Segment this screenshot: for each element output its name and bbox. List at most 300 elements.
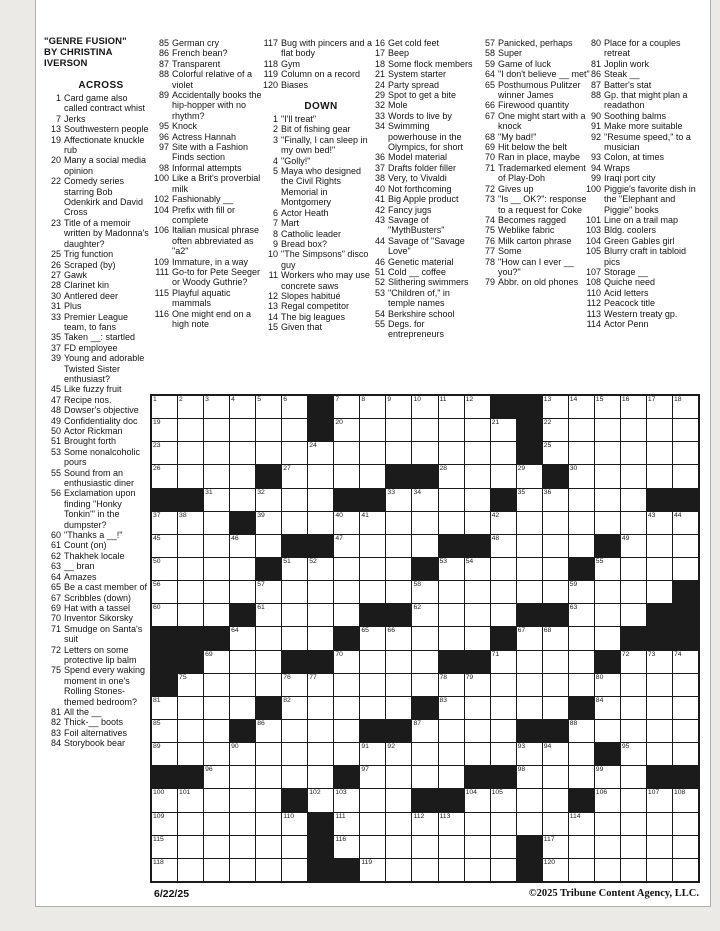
cell-number: 104 [465,789,477,797]
grid-cell [673,396,698,418]
cell-number: 48 [491,534,500,542]
grid-cell [386,789,411,811]
clue [368,152,478,162]
grid-cell [621,581,646,603]
clue-text: Fashionably __ [172,194,234,205]
grid-cell [334,697,359,719]
grid-cell [204,604,229,626]
clue [152,132,264,142]
black-cell [152,489,177,511]
clue-text: Colorful relative of a violet [172,69,253,90]
grid-cell [152,558,177,580]
grid-cell [491,813,516,835]
clue-text: Go-to for Pete Seeger or Woody Guthrie? [172,266,261,288]
black-cell [308,535,333,557]
clue-text: Actor Heath [281,207,329,218]
cell-number: 15 [595,396,604,403]
clue-text: Hat with a tassel [64,602,131,613]
across-header: ACROSS [78,80,124,91]
cell-number: 91 [361,743,369,751]
puzzle-title-line: BY CHRISTINA [44,47,113,58]
grid-cell [230,789,255,811]
clue [44,301,150,311]
grid-cell [647,465,672,487]
clue [261,239,373,249]
grid-cell [647,651,672,673]
grid-cell [230,859,255,881]
clue-number: 87 [158,58,169,69]
grid-cell [386,697,411,719]
grid-cell [595,489,620,511]
clue [152,38,264,48]
grid-cell [465,859,490,881]
clue-number: 59 [484,58,495,69]
clue [584,288,700,298]
black-cell [308,651,333,673]
clue [152,257,264,267]
grid-cell [647,697,672,719]
clue-text: Batter's stat [604,79,652,90]
grid-cell [178,442,203,464]
clue-column-5 [478,38,590,288]
cell-number: 107 [647,789,660,797]
clue [44,270,150,280]
grid-cell [439,558,464,580]
cell-number: 66 [387,627,395,635]
cell-number: 115 [153,835,164,843]
grid-cell [673,859,698,881]
grid-cell [204,489,229,511]
clue [44,436,150,446]
cell-number: 42 [491,511,500,519]
grid-cell [230,836,255,858]
clue [368,309,478,319]
clue [478,100,590,110]
clue-number: 52 [374,277,385,288]
grid-cell [386,396,411,418]
grid-cell [569,604,594,626]
clue-text: "Is __ OK?": response to a request for Coke [498,194,587,215]
grid-cell [412,512,437,534]
clue-text: Sound from an enthusiastic diner [64,467,135,489]
cell-number: 105 [491,789,503,797]
grid-cell [465,813,490,835]
clue [368,59,478,69]
clue [478,194,590,215]
grid-cell [282,859,307,881]
clue-number: 112 [586,298,601,309]
grid-cell [569,627,594,649]
clue-text: "My bad!" [498,131,537,142]
clue-number: 36 [374,152,385,163]
grid-cell [439,581,464,603]
grid-cell [204,651,229,673]
clue-text: Some flock members [388,58,473,69]
grid-cell [360,419,385,441]
grid-cell [621,720,646,742]
cell-number: 111 [335,812,346,820]
grid-cell [673,813,698,835]
clue-text: Soothing balms [604,110,667,121]
clue [44,530,150,540]
clue-text: Fancy jugs [388,204,432,215]
grid-cell [386,674,411,696]
grid-cell [517,535,542,557]
grid-cell [465,836,490,858]
clue-number: 31 [50,301,61,312]
grid-cell [673,836,698,858]
clue [44,468,150,489]
cell-number: 1 [153,396,157,403]
clue [478,246,590,256]
grid-cell [673,465,698,487]
cell-number: 99 [595,766,604,774]
clue-text: Model material [388,152,448,163]
clue-number: 94 [590,162,601,173]
grid-cell [465,604,490,626]
grid-cell [517,813,542,835]
grid-cell [647,442,672,464]
grid-cell [569,581,594,603]
black-cell [308,419,333,441]
clue-text: Young and adorable Twisted Sister enthusiast? [64,353,145,384]
grid-cell [517,743,542,765]
clue [478,48,590,58]
grid-cell [621,442,646,464]
black-cell [517,396,542,418]
grid-cell [386,581,411,603]
clue-text: Ran in place, maybe [498,152,581,163]
grid-cell [386,442,411,464]
clue-number: 79 [484,277,495,288]
clue-number: 47 [50,394,61,405]
grid-cell [595,766,620,788]
grid-cell [647,859,672,881]
cell-number: 84 [595,696,604,704]
grid-cell [386,836,411,858]
grid-cell [621,512,646,534]
black-cell [595,651,620,673]
black-cell [178,489,203,511]
black-cell [152,766,177,788]
grid-cell [491,859,516,881]
black-cell [517,419,542,441]
grid-cell [334,813,359,835]
clue-number: 11 [268,270,278,281]
clue-text: "Thanks a __!" [64,530,123,541]
clue-number: 27 [50,269,61,280]
black-cell [491,396,516,418]
clue-number: 82 [50,717,61,728]
clue-number: 95 [158,121,169,132]
cell-number: 27 [283,465,291,473]
grid-cell [204,442,229,464]
clue-text: Game of luck [498,58,552,69]
clue-number: 97 [158,142,169,153]
clue-number: 46 [374,256,385,267]
cell-number: 53 [439,557,448,565]
clue-text: Panicked, perhaps [498,38,573,48]
cell-number: 87 [413,719,422,727]
clue [152,225,264,256]
grid-cell [517,651,542,673]
clue-number: 33 [50,311,61,322]
grid-cell [491,720,516,742]
grid-cell [621,419,646,441]
grid-cell [491,558,516,580]
grid-cell [204,674,229,696]
clue [368,194,478,204]
grid-cell [204,859,229,881]
grid-cell [595,558,620,580]
grid-cell [152,697,177,719]
grid-cell [230,651,255,673]
grid-cell [673,419,698,441]
clue [584,236,700,246]
grid-cell [465,789,490,811]
clue-text: Super [498,48,523,59]
grid-cell [491,465,516,487]
clue [44,155,150,176]
clue-number: 114 [586,318,601,329]
clue [368,267,478,277]
clue [261,249,373,270]
cell-number: 102 [309,789,321,797]
grid-cell [308,697,333,719]
clue-text: All the __ [64,706,102,717]
grid-cell [595,836,620,858]
clue-number: 71 [50,623,61,634]
clue-number: 75 [50,665,61,676]
clue-number: 15 [267,322,278,333]
grid-cell [673,789,698,811]
cell-number: 59 [569,581,578,589]
grid-cell [152,419,177,441]
cell-number: 70 [335,650,343,658]
grid-cell [439,512,464,534]
cell-number: 43 [647,511,656,519]
black-cell [517,836,542,858]
clue-number: 67 [50,592,61,603]
black-cell [673,627,698,649]
grid-cell [204,813,229,835]
clue [584,132,700,153]
clue [44,384,150,394]
grid-cell [673,535,698,557]
clue [368,215,478,236]
clue-text: Inventor Sikorsky [64,613,134,624]
clue-number: 89 [158,90,169,101]
clue-number: 74 [484,214,495,225]
grid-cell [282,558,307,580]
grid-cell [673,674,698,696]
clue-number: 35 [50,332,61,343]
clue [44,665,150,707]
clue-text: Letters on some protective lip balm [64,644,137,665]
grid-cell [178,535,203,557]
clue-text: Mole [388,100,408,111]
black-cell [152,627,177,649]
black-cell [569,558,594,580]
clue [478,80,590,101]
grid-cell [569,651,594,673]
clue-text: Becomes ragged [498,214,567,225]
clue-number: 117 [263,38,278,48]
clue-text: Steak __ [604,69,640,80]
clue-text: Like fuzzy fruit [64,384,122,395]
cell-number: 114 [569,812,581,820]
clue-text: Title of a memoir written by Madonna's daughter? [64,217,149,249]
clue-text: Column on a record [281,69,361,80]
grid-cell [178,813,203,835]
clue-number: 28 [50,280,61,291]
clue-number: 24 [374,79,385,90]
grid-cell [308,581,333,603]
grid-cell [491,697,516,719]
clue [584,173,700,183]
clue-number: 8 [272,228,278,239]
grid-cell [256,581,281,603]
clue [44,291,150,301]
grid-cell [465,674,490,696]
down-header: DOWN [304,101,338,113]
clue [584,80,700,90]
clue-text: Swimming powerhouse in the Olympics, for short [388,121,464,153]
clue [368,111,478,121]
grid-cell [360,651,385,673]
clue [584,59,700,69]
black-cell [491,627,516,649]
cell-number: 8 [361,396,366,403]
black-cell [595,535,620,557]
grid-cell [256,396,281,418]
clue-text: Genetic material [388,256,454,267]
clue-number: 60 [50,530,61,541]
grid-cell [647,419,672,441]
black-cell [569,789,594,811]
grid-cell [412,766,437,788]
grid-cell [256,789,281,811]
black-cell [178,766,203,788]
grid-cell [178,789,203,811]
cell-number: 9 [387,396,392,403]
grid-cell [465,558,490,580]
grid-cell [230,535,255,557]
cell-number: 65 [361,627,369,635]
grid-cell [360,558,385,580]
cell-number: 90 [231,743,239,751]
clue [44,717,150,727]
clue-text: Like a Brit's proverbial milk [172,173,261,194]
clue-text: Many a social media opinion [64,155,147,176]
grid-cell [386,859,411,881]
black-cell [647,766,672,788]
clue-text: Spot to get a bite [388,90,457,101]
cell-number: 24 [309,442,317,450]
clue-text: Recipe nos. [64,394,112,405]
clue-text: Thick-__ boots [64,717,124,728]
cell-number: 110 [283,812,295,820]
clue-number: 108 [585,277,601,288]
clue [478,184,590,194]
clue-text: Not forthcoming [388,183,452,194]
grid-cell [178,419,203,441]
grid-cell [334,651,359,673]
grid-cell [439,489,464,511]
clue-text: "Finally, I can sleep in my own bed!" [281,134,368,156]
clue [261,135,373,156]
grid-cell [465,442,490,464]
grid-cell [256,766,281,788]
clue-number: 44 [374,235,385,246]
clue-number: 18 [374,58,385,69]
cell-number: 63 [569,604,578,612]
grid-cell [204,558,229,580]
clue [44,488,150,530]
clue-number: 37 [50,342,61,353]
grid-cell [360,396,385,418]
grid-cell [595,789,620,811]
grid-cell [543,442,568,464]
cell-number: 92 [387,743,395,751]
clue-number: 45 [50,384,61,395]
cell-number: 86 [257,719,265,727]
grid-cell [282,836,307,858]
grid-cell [569,674,594,696]
grid-cell [360,512,385,534]
clue [44,114,150,124]
cell-number: 13 [543,396,552,403]
clue-text: Some [498,246,522,257]
clue-number: 81 [50,706,61,717]
clue-text: Clarinet kin [64,280,110,291]
clue-number: 104 [585,235,601,246]
grid-cell [152,512,177,534]
clue-text: Colon, at times [604,152,665,163]
clue [261,270,373,291]
clue-text: One might end on a high note [172,308,252,329]
black-cell [282,651,307,673]
clue-number: 72 [50,644,61,655]
clue [152,59,264,69]
grid-cell [543,743,568,765]
clue [261,156,373,166]
clue-number: 33 [374,110,385,121]
clue-text: System starter [388,69,447,80]
clue-text: Playful aquatic mammals [172,287,231,309]
cell-number: 2 [179,396,183,403]
clue-text: "Golly!" [281,155,311,166]
clue-text: Gives up [498,183,534,194]
clue-number: 101 [585,214,601,225]
cell-number: 88 [569,719,578,727]
grid-cell [647,720,672,742]
black-cell [465,766,490,788]
grid-cell [308,465,333,487]
grid-cell [230,697,255,719]
clue-text: Bug with pincers and a flat body [281,38,373,59]
clue-number: 65 [50,582,61,593]
grid-cell [491,512,516,534]
cell-number: 5 [257,396,261,403]
grid-cell [178,396,203,418]
clue-number: 110 [586,287,601,298]
clue-number: 66 [484,100,495,111]
black-cell [230,512,255,534]
clue [44,582,150,592]
grid-cell [517,489,542,511]
clue-number: 10 [267,249,278,260]
